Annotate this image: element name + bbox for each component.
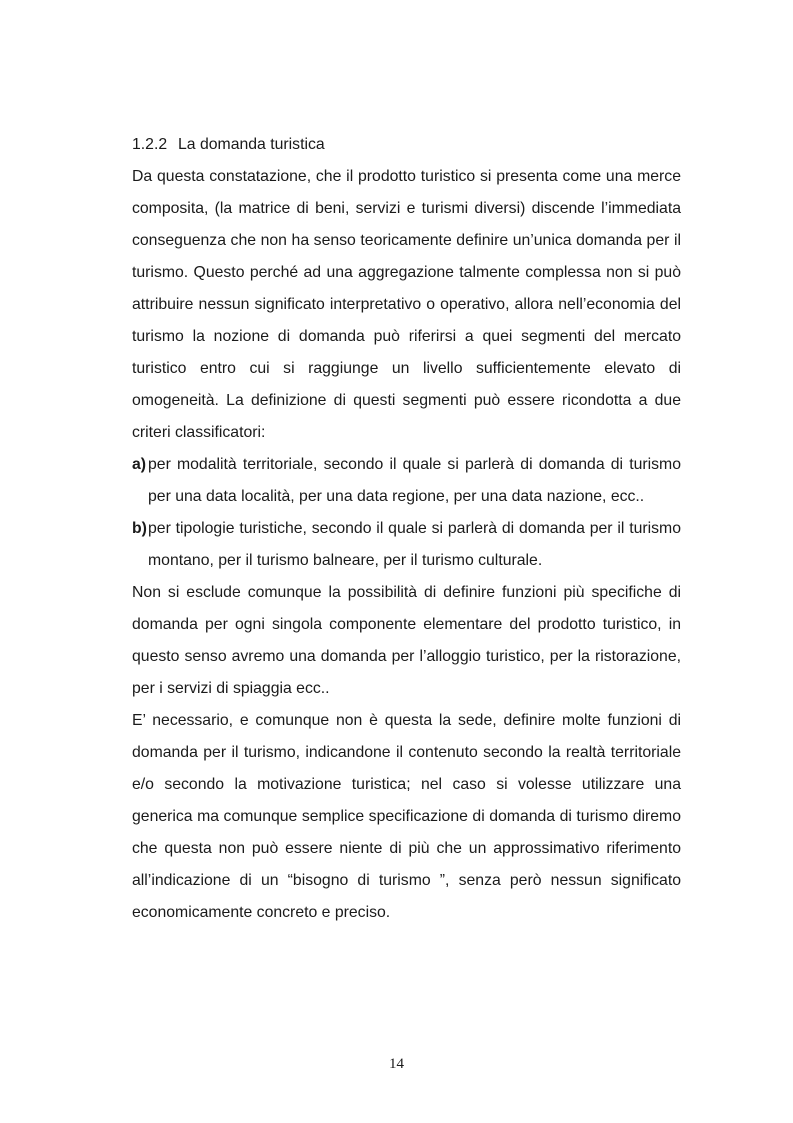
criterion-text: per modalità territoriale, secondo il quale si parlerà di domanda di turismo per una data località, per una data regione, per una data nazione, ecc.. (148, 456, 681, 505)
conclusion-paragraph: E’ necessario, e comunque non è questa la sede, definire molte funzioni di domanda per il turismo, indicandone il contenuto secondo la realtà territoriale e/o secondo la motivazione turistica; nel caso si volesse utilizzare una generica ma comunque semplice specificazione di domanda di turismo diremo che questa non può essere niente di più che un approssimativo riferimento all’indicazione di un “bisogno di turismo ”, senza però nessun significato economicamente concreto e preciso. (132, 712, 681, 921)
criterion-item-b (132, 513, 681, 577)
functions-paragraph: Non si esclude comunque la possibilità di definire funzioni più specifiche di domanda per ogni singola componente elementare del prodotto turistico, in questo senso avremo una domanda per l’alloggio turistico, per la ristorazione, per i servizi di spiaggia ecc.. (132, 584, 681, 697)
criterion-marker: a) (132, 456, 147, 473)
criterion-text: per tipologie turistiche, secondo il quale si parlerà di domanda per il turismo montano, per il turismo balneare, per il turismo culturale. (148, 520, 681, 569)
section-heading (132, 129, 681, 161)
criterion-marker: b) (132, 520, 147, 537)
page-number: 14 (389, 1056, 404, 1072)
section-title: La domanda turistica (178, 136, 325, 153)
criterion-item-a (132, 449, 681, 513)
intro-paragraph: Da questa constatazione, che il prodotto turistico si presenta come una merce composita, (la matrice di beni, servizi e turismi diversi) discende l’immediata conseguenza che non ha senso teoricamente definire un’unica domanda per il turismo. Questo perché ad una aggregazione talmente complessa non si può attribuire nessun significato interpretativo o operativo, allora nell’economia del turismo la nozione di domanda può riferirsi a quei segmenti del mercato turistico entro cui si raggiunge un livello sufficientemente elevato di omogeneità. La definizione di questi segmenti può essere ricondotta a due criteri classificatori: (132, 168, 681, 441)
section-number: 1.2.2 (132, 136, 168, 153)
body-text (132, 129, 681, 929)
